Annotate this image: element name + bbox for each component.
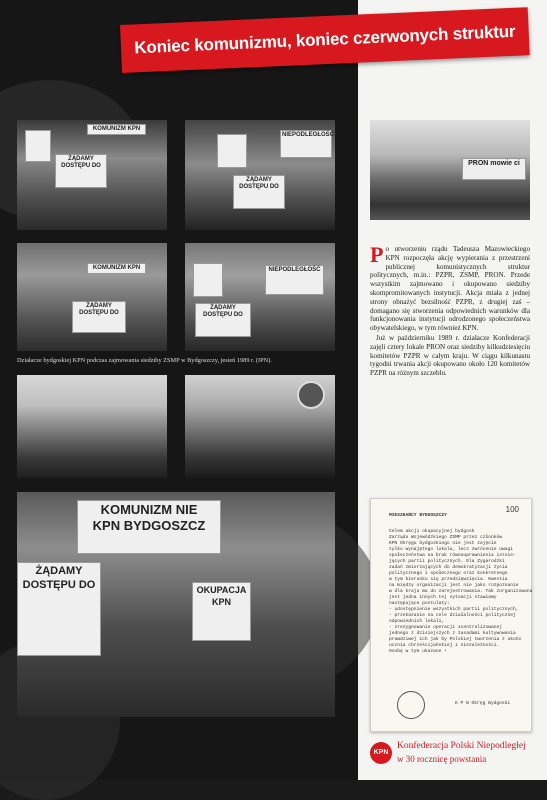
- sign-komunizm: KOMUNIZM KPN: [87, 263, 146, 274]
- photo-building-1: [17, 375, 167, 478]
- document-signature: K P N Okręg Bydgoski: [455, 701, 511, 706]
- page-title: Koniec komunizmu, koniec czerwonych struktur: [133, 21, 516, 58]
- archival-document: [370, 498, 532, 732]
- document-line: jednego z dzisiejszych z zasadami kultywowania: [389, 631, 516, 636]
- document-line: prawdziwej ich jak by Polskiej tworzenia z ukońc: [389, 637, 522, 642]
- document-heading: MIESZKAŃCY BYDGOSZCZY: [389, 513, 447, 518]
- main-article: [370, 242, 530, 379]
- kpn-logo-icon: KPN: [370, 742, 392, 764]
- document-line: w dla kraju ma do zarejestrowania. Tak zorganizowana: [389, 589, 533, 594]
- eagle-flag: [193, 263, 223, 297]
- document-line: - udostępnienie wszystkich partii politycznych,: [389, 607, 519, 612]
- photo-large-banners: [17, 492, 335, 717]
- sign-zadamy: ŻĄDAMY DOSTĘPU DO: [195, 303, 251, 337]
- document-line: w tym kierunku się przedsięwzięcia. Kwestia: [389, 577, 508, 582]
- sign-zadamy: ŻĄDAMY DOSTĘPU DO: [233, 175, 285, 209]
- article-paragraph-2: Już w październiku 1989 r. działacze Konfederacji zajęli cztery lokale PRON oraz siedziby kilkudziesięciu komitetów PZPR w całym kraju. W ciągu kilkunastu tygodni trwania akcji okupowano około 120 komitetów PZPR na różnym szczeblu.: [370, 333, 530, 378]
- document-line: Celem akcji okupacyjnej bydgosk: [389, 529, 475, 534]
- document-line: - zrezygnowanie operacji scentralizowanej: [389, 625, 503, 630]
- footer-organization: Konfederacja Polski Niepodległej: [397, 741, 526, 751]
- road-sign: [297, 381, 325, 409]
- document-line: tylko wynajętego lokalu, lecz zwrócenie uwagi: [389, 547, 514, 552]
- sign-zadamy: ŻĄDAMY DOSTĘPU DO: [72, 301, 126, 333]
- sign-niepodleglosc: NIEPODLEGŁOŚĆ: [265, 265, 324, 295]
- document-line: politycznego i społecznego oraz konkretnego: [389, 571, 508, 576]
- sign-pron: PRON mowie ci: [462, 158, 526, 180]
- sign-komunizm: KOMUNIZM KPN: [87, 124, 146, 135]
- article-paragraph-1: Po utworzeniu rządu Tadeusza Mazowieckiego KPN rozpoczęła akcję wypierania z przestrzeni publicznej komunistycznych struktur politycznych, m.in.: PZPR, ZSMP, PRON. Przede wszystkim zajmowano i okupowano siedziby skompromitowanych instytucji. Akcja miała z jednej strony obnażyć bezsilność PZPR, z drugiej zaś – domagano się stworzenia odpowiednich warunków dla funkcjonowania instytucji odrodzonego społeczeństwa obywatelskiego, w tym również KPN.: [370, 242, 530, 333]
- document-line: Osobę w tym ukazane !: [389, 649, 447, 654]
- sign-zadamy: ŻĄDAMY DOSTĘPU DO: [55, 154, 107, 188]
- document-body: [389, 529, 533, 655]
- footer-subtitle: w 30 rocznicę powstania: [397, 754, 487, 764]
- footer: [370, 740, 540, 770]
- eagle-flag: [25, 130, 51, 162]
- photo-banners-1: [17, 120, 167, 230]
- photo-banners-3: [17, 243, 167, 351]
- sign-komunizm-nie: KOMUNIZM NIE KPN BYDGOSZCZ: [77, 500, 221, 554]
- document-line: społeczeństwa na brak równouprawnienia istnie-: [389, 553, 516, 558]
- document-line: następujące postulaty:: [389, 601, 450, 606]
- photo-building-2: [185, 375, 335, 478]
- sign-zadamy: ŻĄDAMY DOSTĘPU DO: [17, 562, 101, 656]
- document-line: KPN Okręgu bydgoskiego nie jest zajęcie: [389, 541, 497, 546]
- photo-banners-2: [185, 120, 335, 230]
- document-line: ucznia chrześcijańskiej i niezależności.: [389, 643, 500, 648]
- document-line: - przekazanie na cele działalności politycznej: [389, 613, 516, 618]
- photo-caption: Działacze bydgoskiej KPN podczas zajmowania siedziby ZSMP w Bydgoszczy, jesień 1989 r. (IPN).: [17, 357, 272, 364]
- photo-protesters: [370, 120, 530, 220]
- document-line: odpowiednich lokali,: [389, 619, 445, 624]
- eagle-flag: [217, 134, 247, 168]
- document-line: na między organizacji jest nie jako rozpoznanie: [389, 583, 519, 588]
- document-line: jest jedna innych tej sytuacji stawiamy: [389, 595, 497, 600]
- document-line: Zarządu Wojewódzkiego ZSMP przez członków: [389, 535, 503, 540]
- drop-cap: P: [370, 242, 384, 267]
- sign-okupacja: OKUPACJA KPN: [192, 582, 251, 641]
- document-line: jących partii politycznych. Dla Zygarodzki: [389, 559, 505, 564]
- document-number: 100: [505, 505, 519, 514]
- photo-banners-4: [185, 243, 335, 351]
- document-line: zadań zmierzających do demokratyzacji życia: [389, 565, 508, 570]
- stamp-icon: [397, 691, 425, 719]
- sign-niepodleglosc: NIEPODLEGŁOŚĆ: [280, 130, 332, 158]
